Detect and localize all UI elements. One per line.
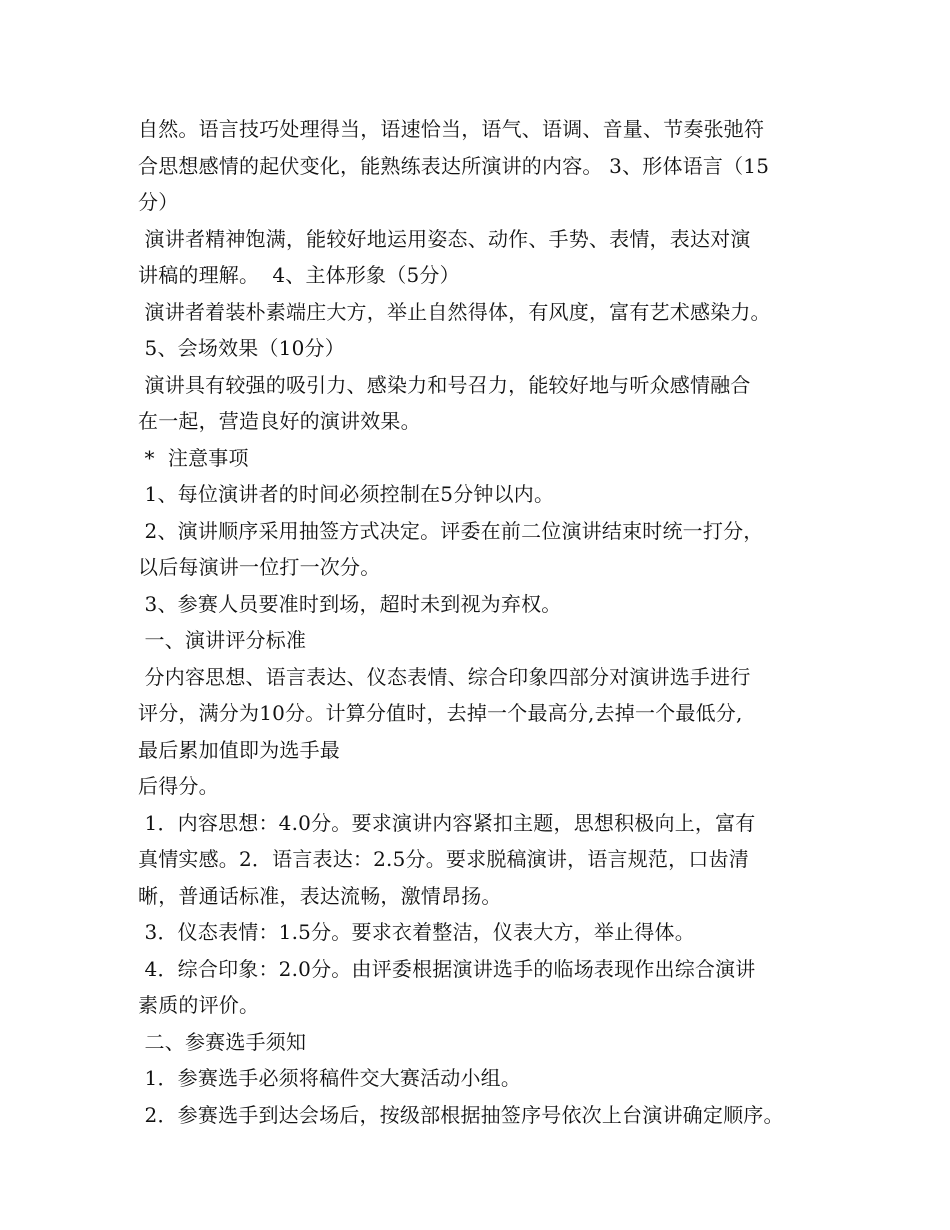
section-heading: 二、参赛选手须知 (138, 1029, 307, 1054)
text-line: 2、演讲顺序采用抽签方式决定。评委在前二位演讲结束时统一打分， (138, 518, 764, 543)
text-line: 1．参赛选手必须将稿件交大赛活动小组。 (138, 1066, 522, 1090)
text-line: 演讲者精神饱满，能较好地运用姿态、动作、手势、表情，表达对演 (138, 226, 751, 251)
document-body (138, 111, 828, 1133)
text-line: 合思想感情的起伏变化，能熟练表达所演讲的内容。 3、形体语言（15 (138, 153, 770, 178)
text-line: 真情实感。2．语言表达：2.5分。要求脱稿演讲，语言规范，口齿清 (138, 847, 749, 871)
text-line: 2．参赛选手到达会场后，按级部根据抽签序号依次上台演讲确定顺序。 (138, 1102, 784, 1127)
text-line: 1．内容思想：4.0分。要求演讲内容紧扣主题，思想积极向上，富有 (138, 810, 756, 835)
text-line: 评分，满分为10分。计算分值时，去掉一个最高分,去掉一个最低分, (138, 701, 743, 725)
text-line: 以后每演讲一位打一次分。 (138, 555, 381, 579)
text-line: 分） (138, 190, 179, 214)
text-line: 自然。语言技巧处理得当，语速恰当，语气、语调、音量、节奏张弛符 (138, 117, 765, 141)
section-heading: 一、演讲评分标准 (138, 628, 307, 652)
text-line: 素质的评价。 (138, 993, 260, 1017)
text-line: 演讲具有较强的吸引力、感染力和号召力，能较好地与听众感情融合 (138, 372, 751, 397)
text-line: 后得分。 (138, 774, 219, 798)
text-line: 在一起，营造良好的演讲效果。 (138, 409, 421, 433)
section-heading: * 注意事项 (138, 445, 249, 470)
text-line: 讲稿的理解。 4、主体形象（5分） (138, 263, 460, 287)
text-line: 最后累加值即为选手最 (138, 737, 340, 762)
text-line: 演讲者着装朴素端庄大方，举止自然得体，有风度，富有艺术感染力。 (138, 299, 771, 324)
text-line: 分内容思想、语言表达、仪态表情、综合印象四部分对演讲选手进行 (138, 664, 751, 689)
text-line: 1、每位演讲者的时间必须控制在5分钟以内。 (138, 482, 555, 506)
text-line: 4．综合印象：2.0分。由评委根据演讲选手的临场表现作出综合演讲 (138, 956, 756, 981)
text-line: 3、参赛人员要准时到场，超时未到视为弃权。 (138, 591, 562, 616)
text-line: 5、会场效果（10分） (138, 336, 345, 360)
text-line: 3．仪态表情：1.5分。要求衣着整洁，仪表大方，举止得体。 (138, 920, 695, 944)
text-line: 晰，普通话标准，表达流畅，激情昂扬。 (138, 883, 502, 908)
